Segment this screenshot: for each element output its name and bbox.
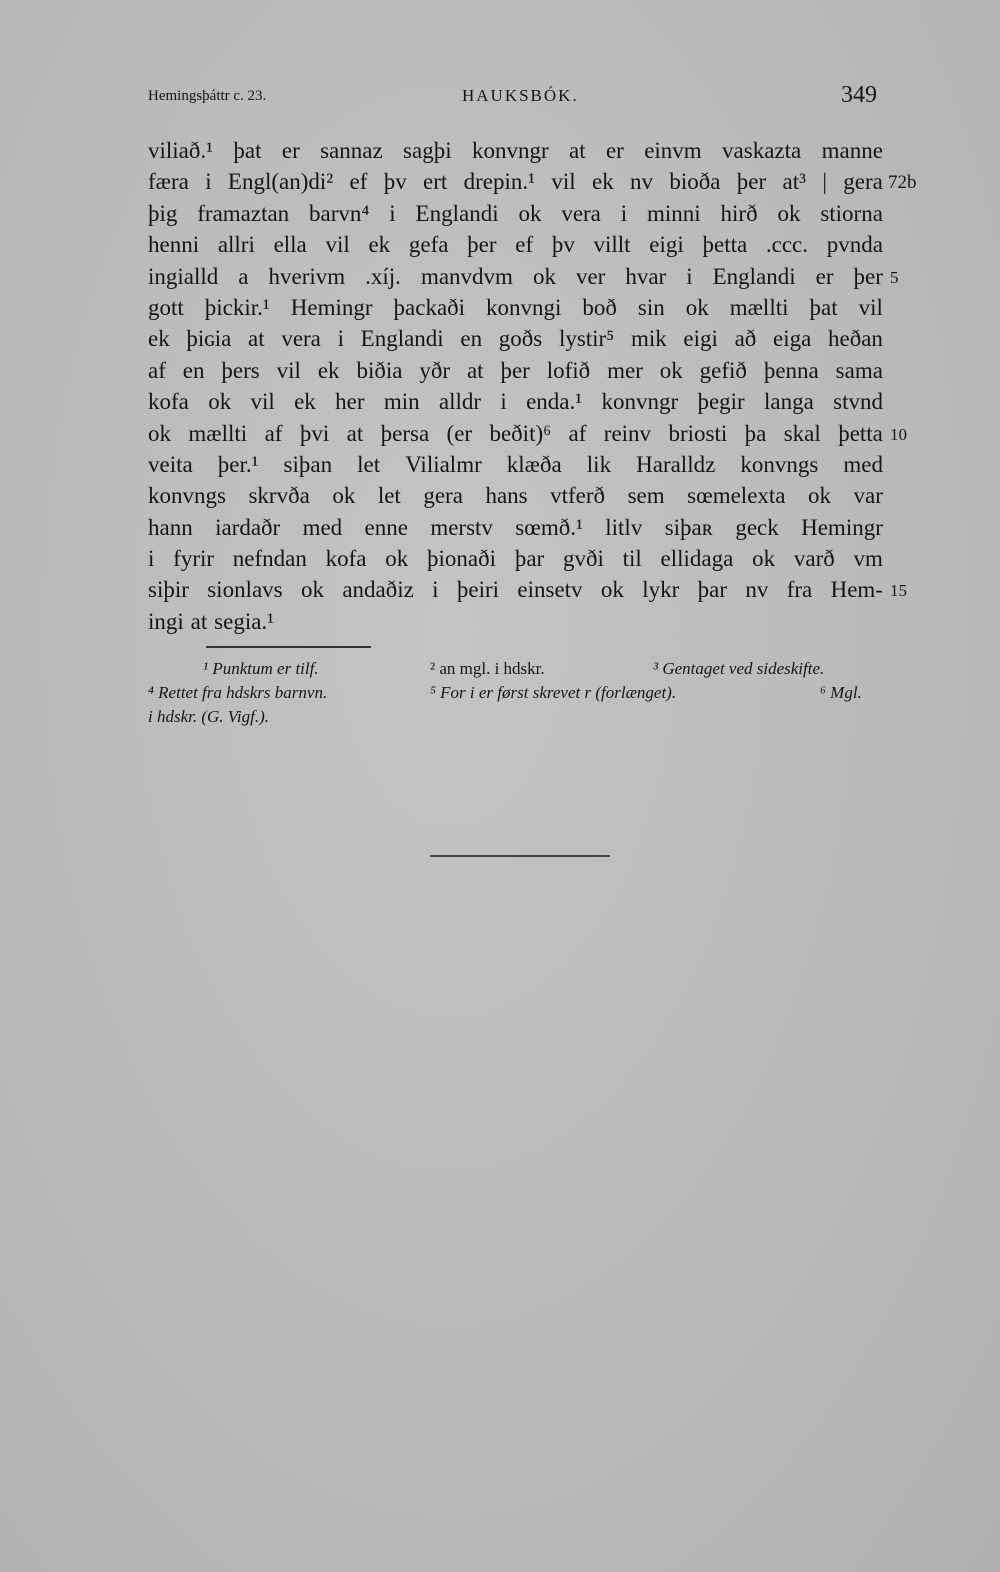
word: þenna (763, 357, 819, 383)
word: med (843, 451, 883, 477)
word: at (466, 357, 484, 383)
word: manvdvm (420, 263, 513, 289)
word: konvngr (601, 389, 679, 415)
word: Englandi (360, 326, 444, 352)
text-line (148, 261, 899, 292)
word: ok (518, 200, 542, 226)
word: þetta (838, 420, 883, 446)
word: nv (745, 577, 769, 603)
word: heðan (828, 326, 883, 352)
word: en (182, 357, 205, 383)
word: konvngr (471, 138, 549, 163)
word: fyrir (173, 546, 215, 572)
word: þig (148, 200, 178, 226)
word: biðia (356, 357, 403, 383)
word: litlv (605, 514, 643, 540)
margin-line-number: 72b (888, 172, 917, 194)
text-line (148, 512, 883, 543)
word: ingialld (148, 263, 219, 289)
word: einsetv (517, 577, 583, 603)
word: gvði (562, 546, 604, 572)
word: þersa (380, 420, 430, 446)
footnote-5: ⁵ For i er først skrevet r (forlænget). (430, 683, 677, 702)
word: reinv (603, 420, 652, 446)
word: þa (744, 420, 767, 446)
word: veita (148, 451, 193, 477)
word: Engl(an)di² (227, 169, 334, 195)
word: þiɢia (186, 326, 232, 352)
word: að (734, 326, 757, 352)
word: ok (777, 200, 801, 226)
footnote-6-continued: i hdskr. (G. Vigf.). (148, 707, 270, 726)
text-line (148, 135, 883, 166)
word: sem (627, 483, 665, 509)
word: ef (349, 169, 368, 195)
word: minni (647, 200, 701, 226)
word: mællti (188, 420, 248, 446)
word: segia.¹ (214, 608, 275, 634)
word: þetta (702, 232, 748, 258)
word: þers (221, 357, 260, 383)
footnote-2: ² an mgl. i hdskr. (430, 659, 545, 678)
word: ek (148, 326, 170, 352)
word: langa (764, 389, 814, 415)
word: skal (783, 420, 821, 446)
word: vera (561, 200, 601, 226)
word: stiorna (820, 200, 883, 226)
word: þeiri (456, 577, 500, 603)
word: lystir⁵ (558, 326, 615, 352)
word: ok (659, 357, 683, 383)
word: i (205, 169, 212, 195)
word: nv (630, 169, 654, 195)
word: vil (551, 169, 576, 195)
word: sagþi (403, 138, 452, 163)
word: framaztan (197, 200, 290, 226)
word: goðs (498, 326, 543, 352)
word: þat (809, 294, 838, 320)
word: siþir (148, 577, 189, 603)
footnote-1: ¹ Punktum er tilf. (203, 659, 319, 678)
word: en (460, 326, 483, 352)
text-line (148, 166, 917, 197)
page-number: 349 (841, 82, 877, 108)
word: Englandi (712, 263, 796, 289)
word: merstv (430, 514, 493, 540)
word: lykr (642, 577, 680, 603)
word: vm (853, 546, 883, 572)
word: mællti (729, 294, 789, 320)
word: þer (500, 357, 530, 383)
word: pvnda (826, 232, 883, 258)
footnotes (148, 657, 888, 729)
word: þegir (697, 389, 745, 415)
word: kofa (148, 389, 189, 415)
word: var (853, 483, 883, 509)
word: gefið (699, 357, 747, 383)
word: vera (281, 326, 321, 352)
text-line (148, 449, 883, 480)
word: her (335, 389, 365, 415)
word: Hemingr (290, 294, 373, 320)
word: þer (467, 232, 497, 258)
word: beðit)⁶ (489, 420, 552, 446)
text-line (148, 606, 883, 637)
word: manne (821, 138, 883, 163)
word: sœmelexta (687, 483, 786, 509)
word: i (337, 326, 344, 352)
margin-line-number: 15 (890, 581, 907, 601)
word: ver (575, 263, 606, 289)
word: villt (593, 232, 631, 258)
word: ok (752, 546, 776, 572)
word: konvngs (740, 451, 819, 477)
word: lofið (546, 357, 591, 383)
word: gera (843, 169, 883, 195)
word: andaðiz (342, 577, 414, 603)
footnote-rule (206, 646, 371, 648)
word: i (500, 389, 507, 415)
main-text (148, 135, 917, 637)
word: ok (808, 483, 832, 509)
word: þionaði (427, 546, 497, 572)
margin-line-number: 5 (890, 267, 899, 287)
word: let (377, 483, 401, 509)
word: i (148, 546, 155, 572)
word: .ccc. (765, 232, 809, 258)
word: hverivm (268, 263, 346, 289)
word: ellidaga (660, 546, 734, 572)
word: iardaðr (215, 514, 281, 540)
word: ok (300, 577, 324, 603)
word: at (190, 608, 208, 634)
text-line (148, 418, 907, 449)
word: at (568, 138, 586, 163)
word: þv (551, 232, 575, 258)
word: Hem- (830, 577, 883, 603)
word: vaskazta (722, 138, 802, 163)
word: til (622, 546, 642, 572)
word: stvnd (833, 389, 883, 415)
word: þer (736, 169, 767, 195)
word: enne (364, 514, 408, 540)
word: nefndan (232, 546, 307, 572)
word: mik (630, 326, 667, 352)
word: | (822, 169, 827, 195)
running-title: Hemingsþáttr c. 23. (148, 88, 267, 104)
word: varð (793, 546, 835, 572)
word: hvar (625, 263, 667, 289)
word: konvngi (486, 294, 562, 320)
word: af (264, 420, 283, 446)
word: Haralldz (636, 451, 716, 477)
word: viliað.¹ (148, 138, 214, 163)
word: a (238, 263, 249, 289)
word: ok (208, 389, 232, 415)
word: ek (591, 169, 614, 195)
word: .xíj. (365, 263, 401, 289)
word: vil (858, 294, 883, 320)
word: alldr (438, 389, 482, 415)
word: allri (217, 232, 255, 258)
word: ek (317, 357, 340, 383)
word: ek (368, 232, 391, 258)
word: yðr (419, 357, 451, 383)
word: er (281, 138, 300, 163)
word: at³ (782, 169, 806, 195)
text-line (148, 198, 883, 229)
word: drepin.¹ (463, 169, 536, 195)
word: sionlavs (207, 577, 283, 603)
word: boð (582, 294, 617, 320)
footnote-4: ⁴ Rettet fra hdskrs barnvn. (148, 683, 328, 702)
word: af (148, 357, 166, 383)
text-line (148, 229, 883, 260)
text-line (148, 480, 883, 511)
word: færa (148, 169, 189, 195)
text-line (148, 543, 883, 574)
word: henni (148, 232, 200, 258)
book-title: HAUKSBÓK. (462, 86, 579, 105)
word: ingi (148, 608, 184, 634)
word: ok (600, 577, 624, 603)
word: siþaʀ (664, 514, 713, 540)
word: ef (515, 232, 534, 258)
word: vil (276, 357, 301, 383)
word: eiga (773, 326, 812, 352)
running-header (0, 84, 1000, 114)
word: mer (607, 357, 643, 383)
word: lik (586, 451, 612, 477)
end-rule (430, 855, 610, 857)
word: ek (294, 389, 316, 415)
word: at (248, 326, 265, 352)
word: i (389, 200, 396, 226)
word: hans (485, 483, 528, 509)
word: geck (735, 514, 779, 540)
word: konvngs (148, 483, 226, 509)
footnote-6: ⁶ Mgl. (820, 683, 862, 702)
word: ok (332, 483, 356, 509)
word: ok (385, 546, 409, 572)
word: eigi (683, 326, 718, 352)
word: Englandi (415, 200, 499, 226)
word: klæða (506, 451, 562, 477)
word: sannaz (320, 138, 383, 163)
word: þackaði (393, 294, 466, 320)
word: skrvða (248, 483, 310, 509)
word: Hemingr (801, 514, 883, 540)
word: fra (786, 577, 813, 603)
word: þer.¹ (217, 451, 259, 477)
text-line (148, 292, 883, 323)
word: þar (697, 577, 728, 603)
word: er (605, 138, 624, 163)
footnote-3: ³ Gentaget ved sideskifte. (653, 659, 825, 678)
word: vil (325, 232, 350, 258)
word: ella (273, 232, 307, 258)
margin-line-number: 10 (890, 424, 907, 444)
word: þer (853, 263, 883, 289)
word: (er (446, 420, 473, 446)
word: sin (637, 294, 665, 320)
word: hann (148, 514, 193, 540)
word: kofa (325, 546, 367, 572)
word: þat (233, 138, 262, 163)
word: ok (685, 294, 709, 320)
word: bioða (669, 169, 721, 195)
word: at (346, 420, 364, 446)
word: vil (250, 389, 275, 415)
word: eigi (649, 232, 684, 258)
word: gefa (408, 232, 449, 258)
word: let (357, 451, 381, 477)
text-line (148, 323, 883, 354)
word: briosti (668, 420, 728, 446)
word: er (815, 263, 834, 289)
word: barvn⁴ (309, 200, 370, 226)
word: einvm (644, 138, 702, 163)
word: af (568, 420, 587, 446)
word: hirð (720, 200, 758, 226)
word: Vilialmr (405, 451, 482, 477)
word: ok (148, 420, 171, 446)
word: gott (148, 294, 184, 320)
word: ok (532, 263, 556, 289)
word: enda.¹ (526, 389, 583, 415)
word: sœmð.¹ (515, 514, 583, 540)
text-line (148, 574, 907, 605)
word: sama (835, 357, 883, 383)
word: i (432, 577, 439, 603)
word: i (686, 263, 693, 289)
word: þickir.¹ (204, 294, 270, 320)
word: ert (423, 169, 448, 195)
word: þvi (299, 420, 330, 446)
word: vtferð (550, 483, 606, 509)
word: siþan (283, 451, 333, 477)
word: þar (514, 546, 545, 572)
word: med (302, 514, 343, 540)
text-line (148, 386, 883, 417)
word: i (620, 200, 628, 226)
word: min (383, 389, 420, 415)
word: gera (423, 483, 463, 509)
word: þv (383, 169, 407, 195)
text-line (148, 355, 883, 386)
